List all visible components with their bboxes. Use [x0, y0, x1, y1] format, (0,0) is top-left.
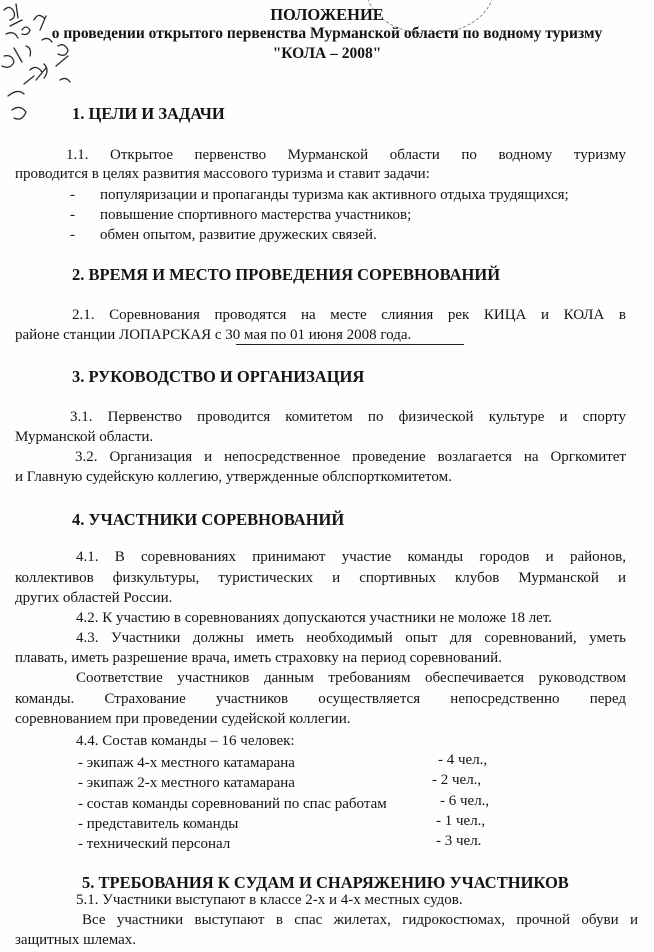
paragraph-3-2-line: и Главную судейскую коллегию, утвержденные облспорткомитетом. — [15, 469, 452, 485]
paragraph-5-1: 5.1. Участники выступают в классе 2-х и 4-х местных судов. — [76, 892, 463, 908]
paragraph-5-2-line: защитных шлемах. — [15, 932, 137, 948]
paragraph-3-1-line: 3.1. Первенство проводится комитетом по физической культуре и спорту — [70, 409, 626, 425]
paragraph-4-1-line: коллективов физкультуры, туристических и спортивных клубов Мурманской и — [15, 570, 626, 586]
paragraph-4-3b-line: Соответствие участников данным требованиям обеспечивается руководством — [76, 670, 626, 686]
handwritten-underline — [236, 344, 464, 345]
roster-count: - 6 чел., — [440, 793, 490, 809]
section-4-heading: 4. УЧАСТНИКИ СОРЕВНОВАНИЙ — [72, 510, 345, 529]
roster-count: - 2 чел., — [432, 772, 482, 788]
document-title: ПОЛОЖЕНИЕ — [270, 5, 384, 24]
paragraph-4-2: 4.2. К участию в соревнованиях допускаются участники не моложе 18 лет. — [76, 610, 553, 626]
section-1-heading: 1. ЦЕЛИ И ЗАДАЧИ — [72, 104, 225, 123]
roster-count: - 4 чел., — [438, 752, 488, 768]
roster-role: - состав команды соревнований по спас работам — [78, 796, 387, 812]
section-3-heading: 3. РУКОВОДСТВО И ОРГАНИЗАЦИЯ — [72, 367, 365, 386]
document-subtitle: о проведении открытого первенства Мурманской области по водному туризму — [51, 25, 603, 42]
roster-role: - технический персонал — [78, 836, 231, 852]
paragraph-5-2-line: Все участники выступают в спас жилетах, гидрокостюмах, прочной обуви и — [82, 912, 638, 928]
paragraph-4-3b-line: соревнованием при проведении судейской коллегии. — [15, 711, 351, 727]
bullet-mark: - — [70, 207, 75, 223]
list-item: обмен опытом, развитие дружеских связей. — [100, 227, 377, 243]
bullet-mark: - — [70, 227, 75, 243]
roster-count: - 1 чел., — [436, 813, 486, 829]
paragraph-4-3-line: плавать, иметь разрешение врача, иметь страховку на период соревнований. — [15, 650, 502, 666]
roster-role: - представитель команды — [78, 816, 239, 832]
list-item: популяризации и пропаганды туризма как активного отдыха трудящихся; — [100, 187, 569, 203]
paragraph-3-2-line: 3.2. Организация и непосредственное проведение возлагается на Оргкомитет — [75, 449, 626, 465]
paragraph-4-3b-line: команды. Страхование участников осуществляется непосредственно перед — [15, 691, 626, 707]
roster-count: - 3 чел. — [436, 833, 482, 849]
roster-role: - экипаж 2-х местного катамарана — [78, 775, 295, 791]
paragraph-1-1-line: проводится в целях развития массового туризма и ставит задачи: — [15, 166, 430, 182]
section-2-heading: 2. ВРЕМЯ И МЕСТО ПРОВЕДЕНИЯ СОРЕВНОВАНИЙ — [72, 265, 501, 284]
paragraph-4-1-line: 4.1. В соревнованиях принимают участие команды городов и районов, — [76, 549, 626, 565]
section-5-heading: 5. ТРЕБОВАНИЯ К СУДАМ И СНАРЯЖЕНИЮ УЧАСТНИКОВ — [82, 873, 569, 892]
paragraph-1-1-line: 1.1. Открытое первенство Мурманской области по водному туризму — [66, 147, 626, 163]
paragraph-3-1-line: Мурманской области. — [15, 429, 154, 445]
paragraph-4-4: 4.4. Состав команды – 16 человек: — [76, 733, 295, 749]
paragraph-4-1-line: других областей России. — [15, 590, 173, 606]
event-name: "КОЛА – 2008" — [272, 45, 382, 62]
list-item: повышение спортивного мастерства участников; — [100, 207, 412, 223]
paragraph-2-1-line: 2.1. Соревнования проводятся на месте слияния рек КИЦА и КОЛА в — [72, 307, 626, 323]
roster-role: - экипаж 4-х местного катамарана — [78, 755, 295, 771]
paragraph-2-1-line: районе станции ЛОПАРСКАЯ с 30 мая по 01 июня 2008 года. — [15, 327, 412, 343]
paragraph-4-3-line: 4.3. Участники должны иметь необходимый опыт для соревнований, уметь — [76, 630, 626, 646]
bullet-mark: - — [70, 187, 75, 203]
